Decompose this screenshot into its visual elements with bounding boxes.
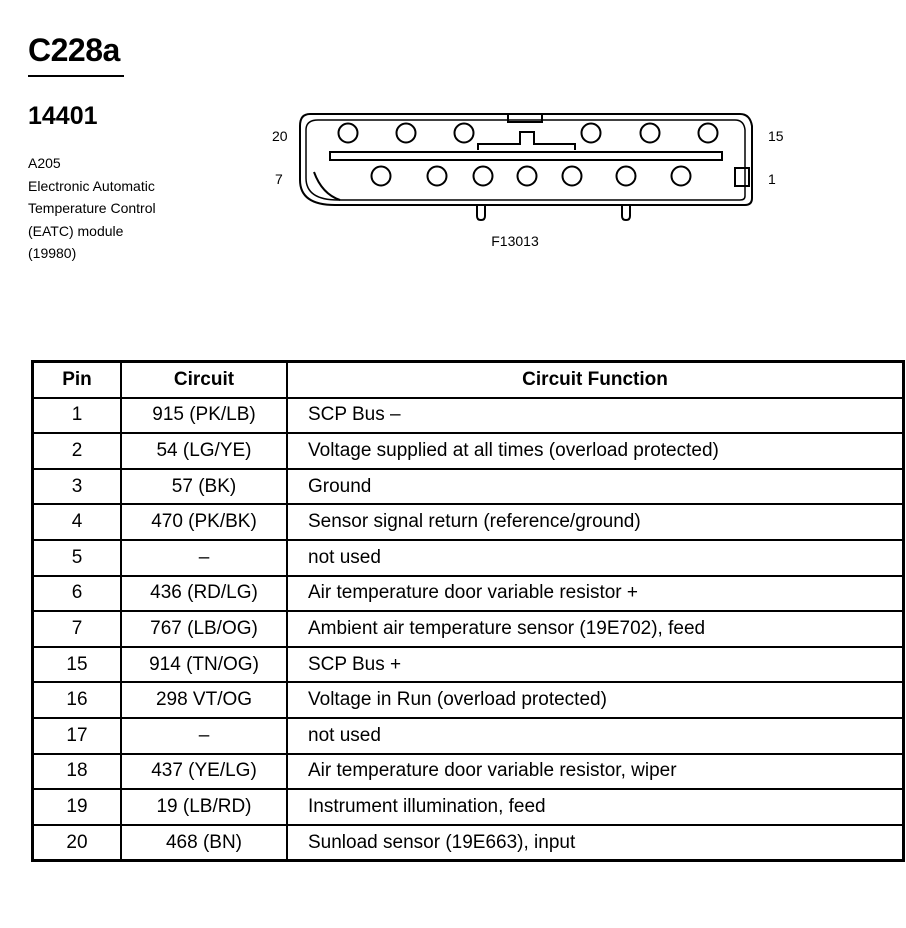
circuit-cell: 470 (PK/BK) bbox=[121, 504, 287, 540]
pin-cavity bbox=[672, 167, 691, 186]
pin-cell: 15 bbox=[33, 647, 122, 683]
pin-cavity bbox=[563, 167, 582, 186]
part-number: 14401 bbox=[28, 102, 98, 130]
pin-cell: 6 bbox=[33, 576, 122, 612]
circuit-cell: 914 (TN/OG) bbox=[121, 647, 287, 683]
pin-cell: 5 bbox=[33, 540, 122, 576]
pin-cavity bbox=[455, 124, 474, 143]
circuit-cell: 19 (LB/RD) bbox=[121, 789, 287, 825]
pin-cell: 18 bbox=[33, 754, 122, 790]
circuit-cell: 436 (RD/LG) bbox=[121, 576, 287, 612]
table-row bbox=[33, 682, 904, 718]
function-cell: Sensor signal return (reference/ground) bbox=[287, 504, 904, 540]
pin-cell: 17 bbox=[33, 718, 122, 754]
header-circuit: Circuit bbox=[121, 362, 287, 398]
function-cell: SCP Bus – bbox=[287, 398, 904, 434]
pin-cavity bbox=[617, 167, 636, 186]
function-cell: Instrument illumination, feed bbox=[287, 789, 904, 825]
table-row bbox=[33, 789, 904, 825]
table-header-row bbox=[33, 362, 904, 398]
table-row bbox=[33, 540, 904, 576]
function-cell: Voltage in Run (overload protected) bbox=[287, 682, 904, 718]
pin-cell: 16 bbox=[33, 682, 122, 718]
pin-label-bottom-right: 1 bbox=[768, 171, 776, 187]
function-cell: Ambient air temperature sensor (19E702), feed bbox=[287, 611, 904, 647]
table-row bbox=[33, 647, 904, 683]
pin-cavity bbox=[397, 124, 416, 143]
table-row bbox=[33, 718, 904, 754]
circuit-cell: – bbox=[121, 718, 287, 754]
function-cell: not used bbox=[287, 540, 904, 576]
pin-label-bottom-left: 7 bbox=[275, 171, 283, 187]
table-row bbox=[33, 504, 904, 540]
table-row bbox=[33, 469, 904, 505]
pin-cell: 2 bbox=[33, 433, 122, 469]
function-cell: Air temperature door variable resistor + bbox=[287, 576, 904, 612]
description-line: Electronic Automatic bbox=[28, 177, 155, 194]
table-row bbox=[33, 611, 904, 647]
pin-cavity bbox=[582, 124, 601, 143]
function-cell: not used bbox=[287, 718, 904, 754]
table-row bbox=[33, 825, 904, 861]
pin-label-top-left: 20 bbox=[272, 128, 288, 144]
circuit-cell: 57 (BK) bbox=[121, 469, 287, 505]
circuit-cell: 767 (LB/OG) bbox=[121, 611, 287, 647]
description-line: (EATC) module bbox=[28, 222, 124, 239]
circuit-cell: – bbox=[121, 540, 287, 576]
pin-cell: 3 bbox=[33, 469, 122, 505]
table-row bbox=[33, 576, 904, 612]
circuit-cell: 468 (BN) bbox=[121, 825, 287, 861]
circuit-cell: 437 (YE/LG) bbox=[121, 754, 287, 790]
description-line: Temperature Control bbox=[28, 200, 156, 216]
circuit-cell: 298 VT/OG bbox=[121, 682, 287, 718]
circuit-cell: 915 (PK/LB) bbox=[121, 398, 287, 434]
circuit-cell: 54 (LG/YE) bbox=[121, 433, 287, 469]
pin-cell: 19 bbox=[33, 789, 122, 825]
header-circuit-function: Circuit Function bbox=[287, 362, 904, 398]
pin-cell: 4 bbox=[33, 504, 122, 540]
connector-title: C228a bbox=[28, 32, 120, 68]
pin-cell: 1 bbox=[33, 398, 122, 434]
figure-id: F13013 bbox=[491, 233, 539, 249]
function-cell: Voltage supplied at all times (overload protected) bbox=[287, 433, 904, 469]
pin-cavity bbox=[428, 167, 447, 186]
function-cell: Sunload sensor (19E663), input bbox=[287, 825, 904, 861]
pinout-table-body bbox=[33, 398, 904, 861]
function-cell: Air temperature door variable resistor, wiper bbox=[287, 754, 904, 790]
pin-cavity bbox=[699, 124, 718, 143]
header-pin: Pin bbox=[33, 362, 122, 398]
function-cell: Ground bbox=[287, 469, 904, 505]
table-row bbox=[33, 398, 904, 434]
table-row bbox=[33, 433, 904, 469]
description-line: (19980) bbox=[28, 245, 77, 261]
table-row bbox=[33, 754, 904, 790]
pin-cell: 20 bbox=[33, 825, 122, 861]
pin-cell: 7 bbox=[33, 611, 122, 647]
pin-cavity bbox=[518, 167, 537, 186]
pin-cavity bbox=[372, 167, 391, 186]
pin-cavity bbox=[641, 124, 660, 143]
function-cell: SCP Bus + bbox=[287, 647, 904, 683]
pin-label-top-right: 15 bbox=[768, 128, 784, 144]
description-line: A205 bbox=[28, 155, 61, 171]
pin-cavity bbox=[339, 124, 358, 143]
pin-cavity bbox=[474, 167, 493, 186]
pinout-table bbox=[31, 360, 905, 862]
